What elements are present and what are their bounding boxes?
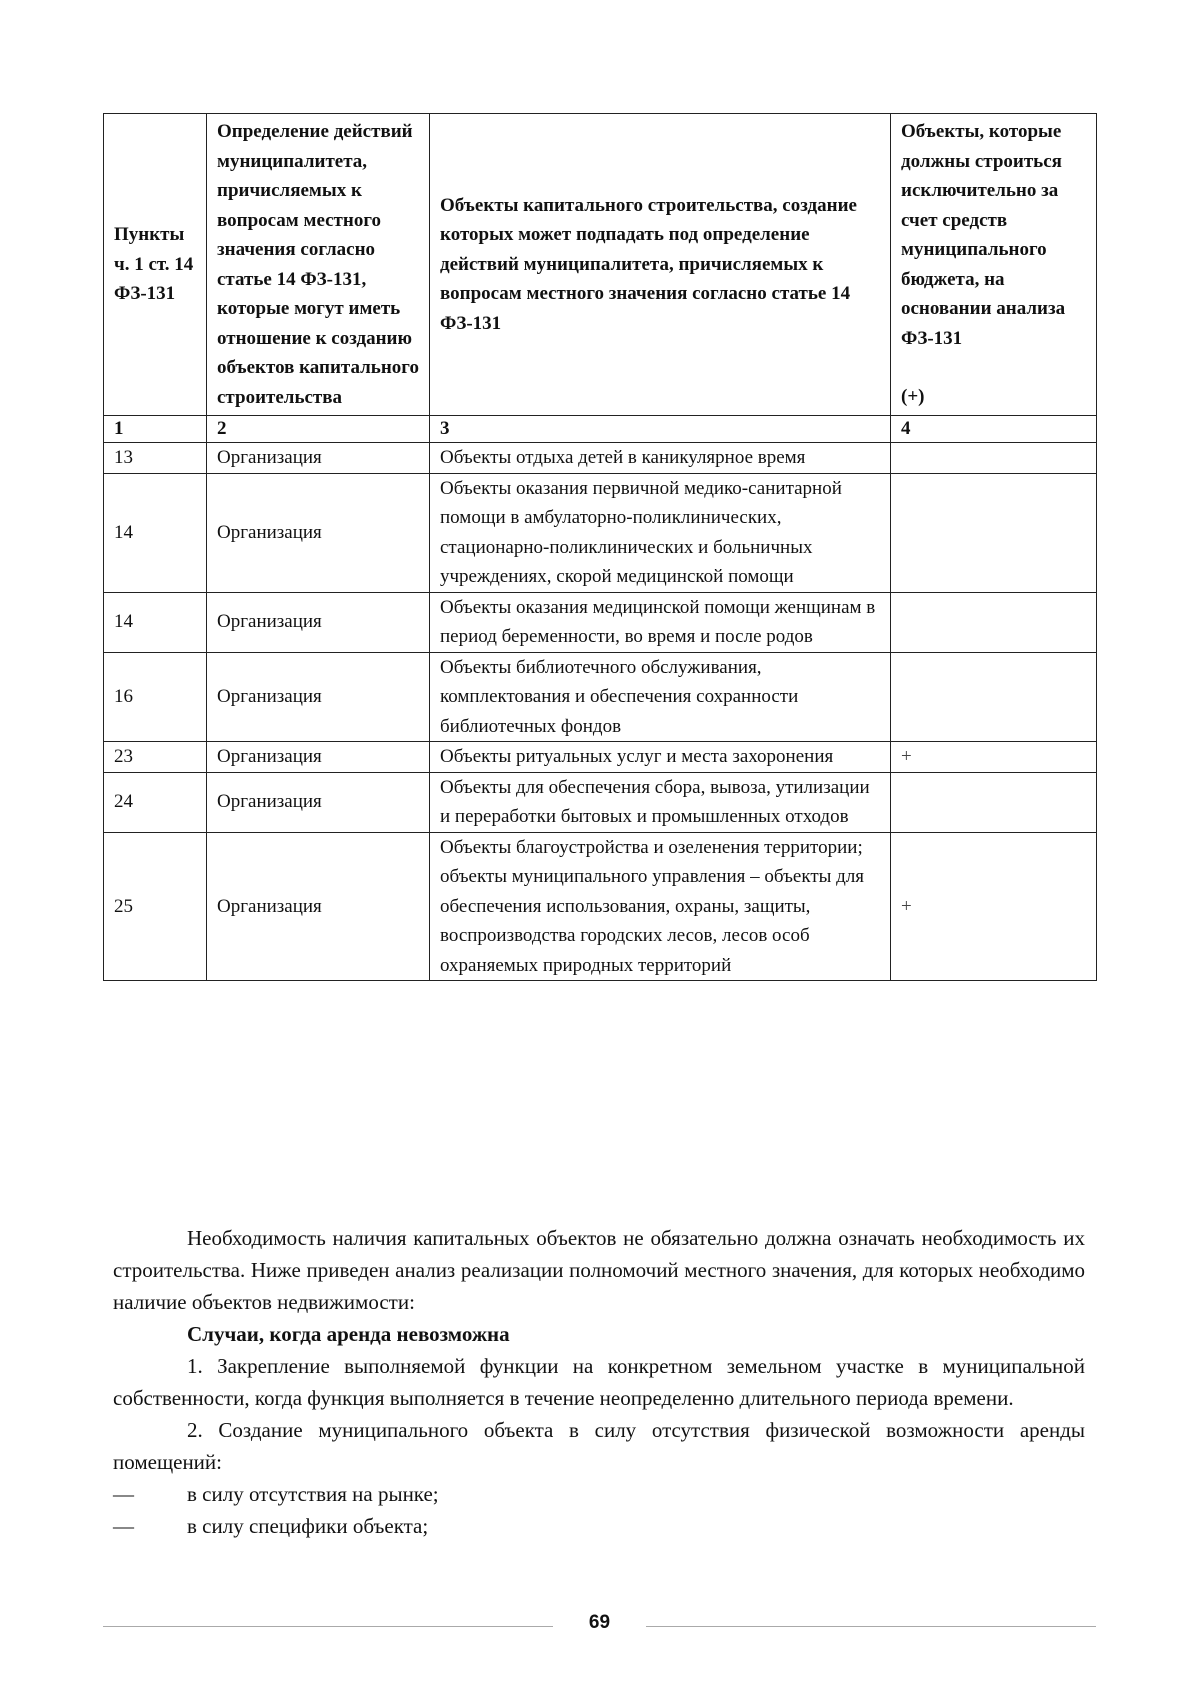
section-heading: Случаи, когда аренда невозможна xyxy=(187,1322,510,1346)
cell-objects: Объекты библиотечного обслуживания, комплектования и обеспечения сохранности библиотечных фондов xyxy=(430,652,891,742)
paragraph: Необходимость наличия капитальных объектов не обязательно должна означать необходимость их строительства. Ниже приведен анализ реализации полномочий местного значения, для которых необходимо наличие объектов недвижимости: xyxy=(113,1226,1085,1314)
column-number: 4 xyxy=(891,416,1097,443)
cell-objects: Объекты оказания первичной медико-санитарной помощи в амбулаторно-поликлинических, стационарно-поликлинических и больничных учреждениях, скорой медицинской помощи xyxy=(430,473,891,592)
body-text xyxy=(113,1222,1085,1542)
cell-objects: Объекты оказания медицинской помощи женщинам в период беременности, во время и после родов xyxy=(430,592,891,652)
cell-budget xyxy=(891,592,1097,652)
cell-action: Организация xyxy=(207,742,430,773)
column-number: 1 xyxy=(104,416,207,443)
header-budget xyxy=(891,114,1097,416)
column-number: 2 xyxy=(207,416,430,443)
list-item: 2. Создание муниципального объекта в силу отсутствия физической возможности аренды помещений: xyxy=(113,1418,1085,1474)
cell-budget: + xyxy=(891,742,1097,773)
page-number: 69 xyxy=(588,1612,611,1633)
header-objects: Объекты капитального строительства, создание которых может подпадать под определение действий муниципалитета, причисляемых к вопросам местного значения согласно статье 14 ФЗ-131 xyxy=(430,114,891,416)
header-points: Пункты ч. 1 ст. 14 ФЗ-131 xyxy=(104,114,207,416)
table-row xyxy=(104,473,1097,592)
cell-action: Организация xyxy=(207,592,430,652)
dash-item-text: в силу специфики объекта; xyxy=(187,1514,429,1538)
table-row xyxy=(104,592,1097,652)
cell-point: 24 xyxy=(104,772,207,832)
header-action: Определение действий муниципалитета, причисляемых к вопросам местного значения согласно статье 14 ФЗ-131, которые могут иметь отношение к созданию объектов капитального строительства xyxy=(207,114,430,416)
dash-marker: — xyxy=(113,1514,134,1538)
table-row xyxy=(104,742,1097,773)
cell-point: 23 xyxy=(104,742,207,773)
list-item: 1. Закрепление выполняемой функции на конкретном земельном участке в муниципальной собственности, когда функция выполняется в течение неопределенно длительного периода времени. xyxy=(113,1354,1085,1410)
table-row xyxy=(104,832,1097,981)
header-budget-mark: (+) xyxy=(901,386,925,408)
table-column-numbers-row xyxy=(104,416,1097,443)
objects-table xyxy=(103,113,1097,981)
cell-objects: Объекты отдыха детей в каникулярное время xyxy=(430,443,891,474)
cell-point: 16 xyxy=(104,652,207,742)
cell-budget xyxy=(891,473,1097,592)
cell-budget xyxy=(891,772,1097,832)
cell-action: Организация xyxy=(207,652,430,742)
header-budget-text: Объекты, которые должны строиться исключительно за счет средств муниципального бюджета, на основании анализа ФЗ-131 xyxy=(901,121,1066,349)
cell-point: 14 xyxy=(104,473,207,592)
cell-action: Организация xyxy=(207,473,430,592)
cell-objects: Объекты благоустройства и озеленения территории; объекты муниципального управления – объекты для обеспечения использования, охраны, защиты, воспроизводства городских лесов, лесов особ охраняемых природных территорий xyxy=(430,832,891,981)
cell-action: Организация xyxy=(207,832,430,981)
page-footer xyxy=(103,1612,1096,1642)
cell-budget: + xyxy=(891,832,1097,981)
cell-action: Организация xyxy=(207,443,430,474)
table-header-row xyxy=(104,114,1097,416)
cell-point: 25 xyxy=(104,832,207,981)
dash-item-text: в силу отсутствия на рынке; xyxy=(187,1482,439,1506)
dash-list-item xyxy=(113,1478,1085,1510)
dash-marker: — xyxy=(113,1482,134,1506)
cell-point: 13 xyxy=(104,443,207,474)
table-row xyxy=(104,443,1097,474)
cell-objects: Объекты ритуальных услуг и места захоронения xyxy=(430,742,891,773)
cell-action: Организация xyxy=(207,772,430,832)
table-row xyxy=(104,772,1097,832)
cell-objects: Объекты для обеспечения сбора, вывоза, утилизации и переработки бытовых и промышленных отходов xyxy=(430,772,891,832)
table-row xyxy=(104,652,1097,742)
cell-budget xyxy=(891,443,1097,474)
column-number: 3 xyxy=(430,416,891,443)
dash-list-item xyxy=(113,1510,1085,1542)
cell-point: 14 xyxy=(104,592,207,652)
cell-budget xyxy=(891,652,1097,742)
